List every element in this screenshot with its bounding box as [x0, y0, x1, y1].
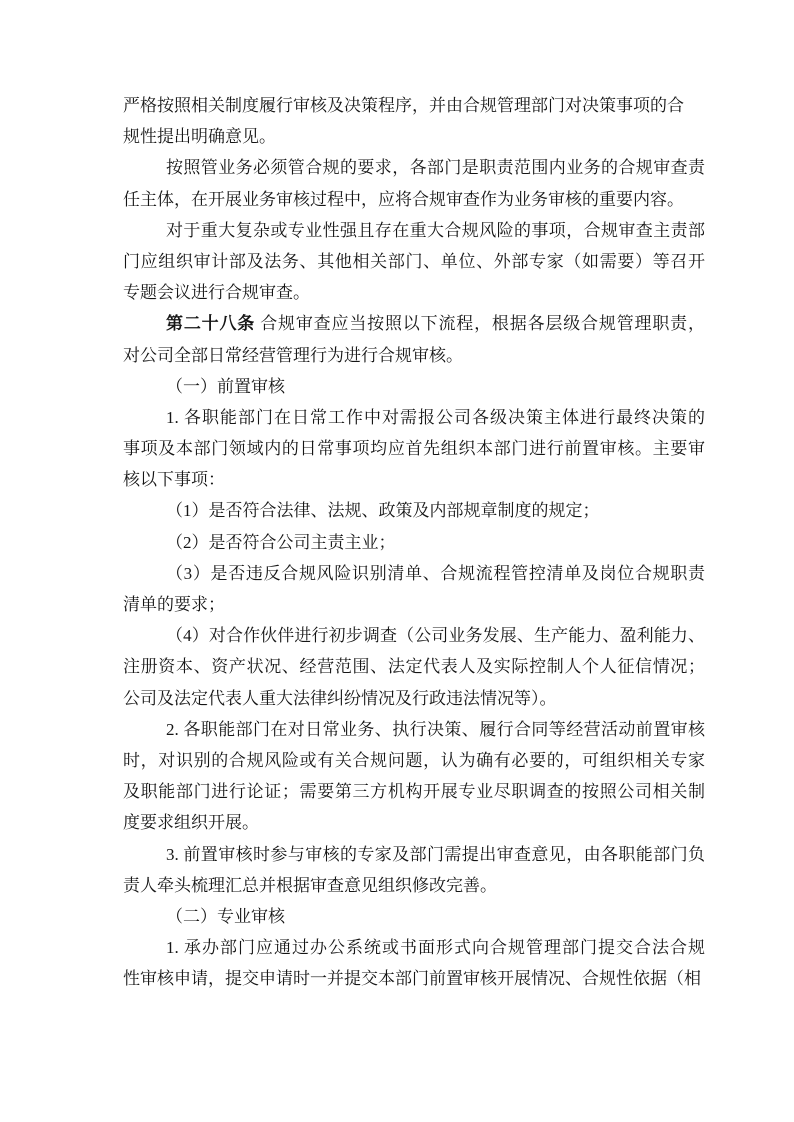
- text-line: 专题会议进行合规审查。: [123, 283, 310, 303]
- paragraph: [123, 620, 705, 714]
- text-line: （2）是否符合公司主责主业；: [166, 532, 396, 552]
- text-run: 合规审查应当按照以下流程，根据各层级合规管理职责，: [255, 314, 705, 334]
- text-line: 1. 承办部门应通过办公系统或书面形式向合规管理部门提交合法合规: [166, 938, 705, 958]
- text-line: （3）是否违反合规风险识别清单、合规流程管控清单及岗位合规职责: [166, 563, 705, 583]
- paragraph: [123, 371, 705, 402]
- text-line: 严格按照相关制度履行审核及决策程序，并由合规管理部门对决策事项的合: [123, 96, 684, 115]
- text-line: 核以下事项：: [123, 470, 225, 490]
- paragraph: [123, 901, 705, 932]
- paragraph: [123, 839, 705, 901]
- text-line: 对公司全部日常经营管理行为进行合规审核。: [123, 345, 463, 365]
- text-line: [123, 308, 705, 339]
- paragraph: [123, 932, 705, 994]
- paragraph: [123, 152, 705, 214]
- text-line: 事项及本部门领域内的日常事项均应首先组织本部门进行前置审核。主要审: [123, 439, 705, 459]
- paragraph: [123, 714, 705, 839]
- text-line: 门应组织审计部及法务、其他相关部门、单位、外部专家（如需要）等召开: [123, 251, 705, 271]
- document-content: [123, 90, 705, 994]
- text-line: （1）是否符合法律、法规、政策及内部规章制度的规定；: [166, 501, 600, 521]
- text-line: 公司及法定代表人重大法律纠纷情况及行政违法情况等）。: [123, 688, 557, 708]
- text-line: 度要求组织开展。: [123, 813, 259, 833]
- text-line: 清单的要求；: [123, 595, 225, 614]
- text-line: 按照管业务必须管合规的要求，各部门是职责范围内业务的合规审查责: [166, 158, 705, 178]
- paragraph: [123, 558, 705, 620]
- text-line: 责人牵头梳理汇总并根据审查意见组织修改完善。: [123, 875, 497, 895]
- text-line: 性审核申请，提交申请时一并提交本部门前置审核开展情况、合规性依据（相: [123, 969, 701, 989]
- paragraph: [123, 308, 705, 370]
- article-number: 第二十八条: [166, 314, 256, 334]
- text-line: 1. 各职能部门在日常工作中对需报公司各级决策主体进行最终决策的: [166, 407, 705, 427]
- text-line: 任主体，在开展业务审核过程中，应将合规审查作为业务审核的重要内容。: [123, 189, 684, 209]
- text-line: （一）前置审核: [166, 376, 285, 396]
- text-line: 3. 前置审核时参与审核的专家及部门需提出审查意见，由各职能部门负: [166, 844, 705, 864]
- text-line: 时，对识别的合规风险或有关合规问题，认为确有必要的，可组织相关专家: [123, 750, 705, 770]
- paragraph: [123, 402, 705, 496]
- text-line: （4）对合作伙伴进行初步调查（公司业务发展、生产能力、盈利能力、: [166, 626, 705, 646]
- text-line: 注册资本、资产状况、经营范围、法定代表人及实际控制人个人征信情况；: [123, 657, 705, 677]
- paragraph: [123, 527, 705, 558]
- text-line: 对于重大复杂或专业性强且存在重大合规风险的事项，合规审查主责部: [166, 220, 705, 240]
- paragraph: [123, 215, 705, 309]
- text-line: 及职能部门进行论证；需要第三方机构开展专业尽职调查的按照公司相关制: [123, 782, 705, 802]
- paragraph: [123, 90, 705, 152]
- text-line: （二）专业审核: [166, 906, 285, 926]
- paragraph: [123, 495, 705, 526]
- text-line: 2. 各职能部门在对日常业务、执行决策、履行合同等经营活动前置审核: [166, 719, 705, 739]
- text-line: 规性提出明确意见。: [123, 127, 276, 147]
